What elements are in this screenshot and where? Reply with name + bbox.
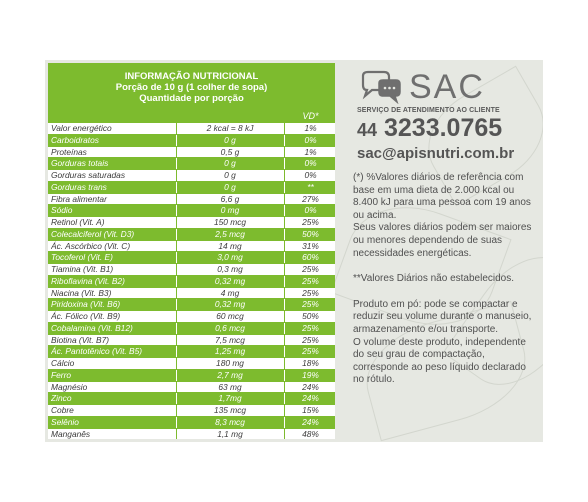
nutrient-daily-value: 25% [302,322,319,333]
nutrient-name: Cobre [51,405,74,415]
nutrient-daily-value: 1% [304,146,317,157]
nutrient-amount: 0 g [224,134,236,145]
nutrient-amount: 0 g [224,170,236,180]
nutrient-amount: 150 mcg [213,217,247,227]
nutrition-header [48,63,335,111]
column-divider [176,346,177,357]
customer-service-block [357,68,542,163]
nutrient-daily-value: 27% [302,193,319,204]
table-row [48,229,335,241]
nutrient-daily-value: 0% [304,205,317,216]
table-row [48,252,335,264]
column-divider [176,335,177,346]
table-row [48,370,335,382]
nutrient-daily-value: 15% [302,405,319,415]
column-divider [284,123,285,134]
table-row [48,158,335,170]
table-row [48,135,335,147]
nutrient-daily-value: 0% [304,158,317,169]
nutrient-daily-value: 25% [302,346,319,357]
column-divider [176,252,177,263]
table-row [48,123,335,135]
nutrient-amount: 0,32 mg [214,299,246,310]
sac-subtitle: SERVIÇO DE ATENDIMENTO AO CLIENTE [357,107,500,114]
nutrient-name: Fibra alimentar [51,193,107,204]
column-divider [176,417,177,428]
nutrient-amount: 0,6 mcg [215,322,245,333]
nutrient-daily-value: 31% [302,240,319,251]
nutrient-amount: 60 mcg [216,311,244,321]
nutrient-amount: 0 g [224,181,236,192]
column-divider [284,241,285,252]
column-divider [284,135,285,146]
nutrient-name: Tocoferol (Vit. E) [51,252,113,263]
column-divider [176,382,177,393]
nutrient-name: Ác. Fólico (Vit. B9) [51,311,121,321]
nutrient-amount: 1,1 mg [217,428,243,439]
column-divider [176,276,177,287]
nutrient-name: Zinco [51,393,72,404]
column-divider [176,370,177,381]
nutrient-amount: 3,0 mg [217,252,243,263]
nutrient-name: Gorduras totais [51,158,109,169]
sac-title: SAC [409,68,485,106]
vd-column-header: VD* [302,111,319,121]
column-divider [176,299,177,310]
column-divider [284,182,285,193]
nutrient-name: Cálcio [51,358,75,368]
table-row [48,323,335,335]
nutrient-name: Colecalciferol (Vit. D3) [51,228,135,239]
nutrient-amount: 0 mg [220,205,240,216]
nutrient-name: Selênio [51,416,79,427]
nutrient-name: Manganês [51,428,91,439]
nutrient-name: Carboidratos [51,134,99,145]
nutrient-name: Tiamina (Vit. B1) [51,264,114,274]
column-divider [176,288,177,299]
column-divider [284,429,285,440]
nutrient-daily-value: 18% [302,358,319,368]
column-headers [48,111,335,123]
nutrient-name: Gorduras trans [51,181,107,192]
column-divider [284,229,285,240]
product-label [45,60,543,442]
nutrition-rows [48,123,335,439]
table-row [48,217,335,229]
column-divider [284,417,285,428]
column-divider [284,205,285,216]
column-divider [284,264,285,275]
table-row [48,429,335,440]
nutrient-amount: 4 mg [220,287,240,298]
table-row [48,147,335,159]
column-divider [284,370,285,381]
nutrient-daily-value: 24% [302,393,319,404]
nutrient-amount: 180 mg [216,358,244,368]
nutrient-daily-value: 1% [304,123,317,133]
column-divider [176,393,177,404]
nutrient-name: Gorduras saturadas [51,170,126,180]
nutrient-name: Ác. Ascórbico (Vit. C) [51,240,131,251]
column-divider [176,194,177,205]
nutrient-name: Riboflavina (Vit. B2) [51,275,125,286]
column-divider [284,358,285,369]
column-divider [284,335,285,346]
column-divider [176,170,177,181]
note-daily-values: Seus valores diários podem ser maiores ou menores dependendo de suas necessidades energéticas. [353,222,532,259]
note-powder-compaction: Produto em pó: pode se compactar e reduzir seu volume durante o manuseio, armazenamento e/ou transporte. [353,298,532,335]
nutrient-name: Proteínas [51,146,87,157]
nutrient-amount: 63 mg [218,381,242,392]
column-divider [284,194,285,205]
nutrient-daily-value: 25% [302,334,319,345]
column-divider [176,358,177,369]
nutrient-name: Valor energético [51,123,112,133]
nutrient-amount: 2,7 mg [217,369,243,380]
chat-bubbles-icon [359,70,403,104]
column-divider [284,323,285,334]
column-divider [284,311,285,322]
portion-size: Porção de 10 g (1 colher de sopa) [115,82,268,93]
nutrient-amount: 8,3 mcg [215,416,245,427]
nutrient-name: Ferro [51,369,72,380]
nutrient-name: Piridoxina (Vit. B6) [51,299,121,310]
nutrition-table [48,63,335,439]
column-divider [284,252,285,263]
table-row [48,346,335,358]
nutrient-daily-value: 19% [302,369,319,380]
column-divider [176,229,177,240]
nutrient-amount: 135 mcg [213,405,247,415]
nutrient-amount: 2,5 mcg [215,228,245,239]
nutrient-daily-value: 25% [302,287,319,298]
nutrient-daily-value: 60% [302,252,319,263]
nutrient-amount: 1,7mg [218,393,242,404]
nutrient-daily-value: 25% [302,264,319,274]
table-row [48,288,335,300]
phone-prefix: 44 [357,120,378,140]
column-divider [176,147,177,158]
column-divider [176,135,177,146]
nutrient-name: Sódio [51,205,73,216]
sac-email: sac@apisnutri.com.br [357,145,515,162]
nutrient-name: Niacina (Vit. B3) [51,287,112,298]
note-reference-values: (*) %Valores diários de referência com base em uma dieta de 2.000 kcal ou 8.400 kJ para uma pessoa com 19 anos ou acima. [353,172,531,221]
column-divider [176,405,177,416]
column-divider [284,170,285,181]
nutrient-amount: 0,32 mg [214,275,246,286]
nutrient-daily-value: 25% [302,217,319,227]
label-notes [353,172,539,387]
nutrient-name: Magnésio [51,381,88,392]
table-row [48,264,335,276]
nutrient-name: Ác. Pantotênico (Vit. B5) [51,346,143,357]
column-divider [176,264,177,275]
nutrient-daily-value: 48% [302,428,319,439]
column-divider [176,241,177,252]
table-row [48,241,335,253]
nutrient-amount: 14 mg [218,240,242,251]
nutrient-amount: 1,25 mg [214,346,246,357]
nutrient-daily-value: 25% [302,275,319,286]
note-net-weight: O volume deste produto, independente do seu grau de compactação, corresponde ao peso líquido declarado no rótulo. [353,336,526,386]
nutrient-daily-value: 50% [302,228,319,239]
nutrient-amount: 0,5 g [220,146,240,157]
nutrient-daily-value: 24% [302,381,319,392]
table-row [48,311,335,323]
column-divider [284,346,285,357]
nutrient-daily-value: 0% [304,170,317,180]
table-row [48,276,335,288]
column-divider [176,217,177,228]
table-row [48,299,335,311]
phone-number: 3233.0765 [383,114,503,142]
column-divider [176,311,177,322]
quantity-per-portion: Quantidade por porção [139,93,244,104]
nutrition-title: INFORMAÇÃO NUTRICIONAL [124,71,259,82]
column-divider [176,123,177,134]
nutrient-amount: 2 kcal = 8 kJ [206,123,254,133]
table-row [48,358,335,370]
table-row [48,382,335,394]
column-divider [284,299,285,310]
table-row [48,393,335,405]
nutrient-name: Biotina (Vit. B7) [51,334,110,345]
sac-phone [357,114,542,144]
column-divider [176,429,177,440]
column-divider [284,405,285,416]
column-divider [284,158,285,169]
table-row [48,205,335,217]
nutrient-amount: 6,6 g [220,193,240,204]
column-divider [284,393,285,404]
nutrient-daily-value: 0% [304,134,317,145]
column-divider [284,147,285,158]
nutrient-name: Cobalamina (Vit. B12) [51,322,133,333]
column-divider [284,217,285,228]
nutrient-daily-value: 50% [302,311,319,321]
column-divider [176,182,177,193]
table-row [48,194,335,206]
nutrient-daily-value: 24% [302,416,319,427]
nutrient-daily-value: 25% [302,299,319,310]
column-divider [284,382,285,393]
column-divider [176,323,177,334]
column-divider [176,205,177,216]
table-row [48,170,335,182]
table-row [48,335,335,347]
table-row [48,417,335,429]
nutrient-name: Retinol (Vit. A) [51,217,105,227]
note-not-established: **Valores Diários não estabelecidos. [353,273,515,285]
table-row [48,182,335,194]
nutrient-amount: 7,5 mcg [215,334,245,345]
nutrient-amount: 0 g [224,158,236,169]
table-row [48,405,335,417]
nutrient-amount: 0,3 mg [217,264,243,274]
column-divider [284,276,285,287]
column-divider [176,158,177,169]
nutrient-daily-value: ** [307,181,314,192]
column-divider [284,288,285,299]
